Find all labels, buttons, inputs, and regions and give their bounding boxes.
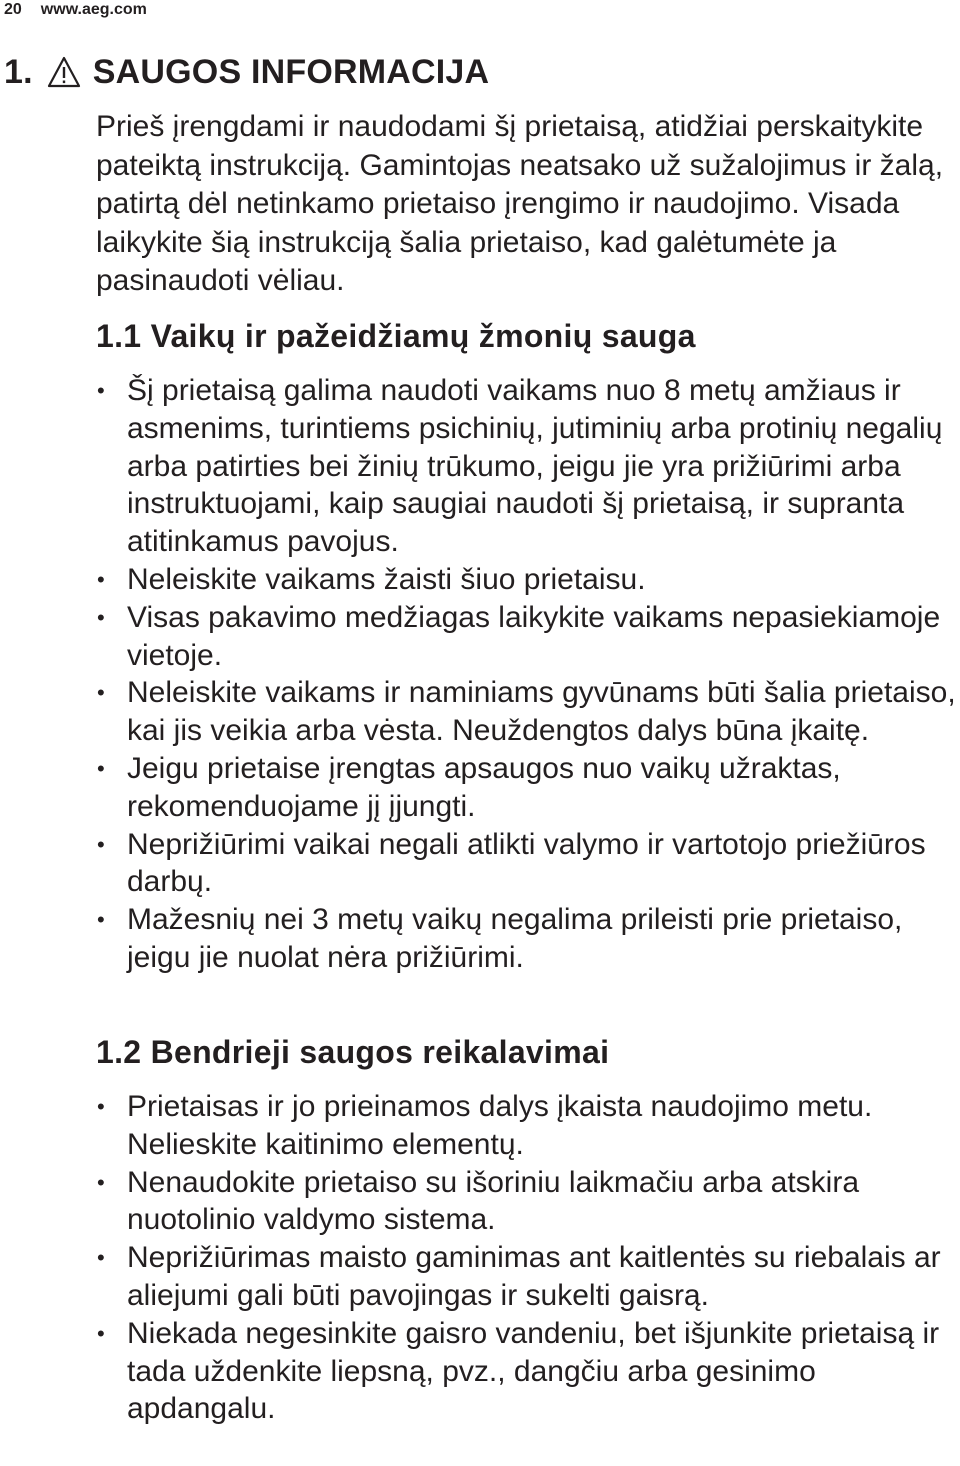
section-title	[4, 52, 489, 92]
subsection-title-general-safety: 1.2 Bendrieji saugos reikalavimai	[96, 1034, 610, 1070]
section-number: 1.	[4, 52, 33, 91]
list-item-text: Prietaisas ir jo prieinamos dalys įkaista naudojimo metu. Nelieskite kaitinimo elementų.	[127, 1090, 873, 1161]
list-item-text: Visas pakavimo medžiagas laikykite vaikams nepasiekiamoje vietoje.	[127, 600, 941, 672]
list-item-text: Neleiskite vaikams ir naminiams gyvūnams būti šalia prietaiso, kai jis veikia arba vėsta. Neuždengtos dalys būna įkaitę.	[127, 676, 956, 748]
bullet-icon: •	[97, 378, 105, 403]
list-item-text: Neprižiūrimas maisto gaminimas ant kaitlentės su riebalais ar aliejumi gali būti pavojingas ir sukelti gaisrą.	[127, 1241, 941, 1312]
list-item-text: Mažesnių nei 3 metų vaikų negalima prileisti prie prietaiso, jeigu jie nuolat nėra prižiūrimi.	[127, 903, 903, 974]
list-item-text: Neleiskite vaikams žaisti šiuo prietaisu.	[127, 562, 646, 596]
website-url: www.aeg.com	[40, 1, 147, 18]
child-safety-list	[96, 372, 960, 977]
list-item	[96, 1088, 960, 1164]
subsection-title-child-safety: 1.1 Vaikų ir pažeidžiamų žmonių sauga	[96, 318, 696, 354]
list-item	[96, 826, 960, 902]
list-item	[96, 1164, 960, 1240]
bullet-icon: •	[97, 566, 105, 592]
list-item	[96, 1239, 960, 1315]
list-item-text: Jeigu prietaise įrengtas apsaugos nuo vaikų užraktas, rekomenduojame jį įjungti.	[127, 751, 841, 823]
list-item	[96, 901, 960, 977]
list-item	[96, 1315, 960, 1428]
bullet-icon: •	[97, 1320, 105, 1346]
page-number: 20	[4, 1, 22, 18]
bullet-icon: •	[97, 1169, 105, 1195]
bullet-icon: •	[97, 680, 105, 706]
list-item	[96, 599, 960, 675]
list-item-text: Neprižiūrimi vaikai negali atlikti valymo ir vartotojo priežiūros darbų.	[127, 827, 926, 899]
bullet-icon: •	[97, 604, 105, 630]
list-item-text: Nenaudokite prietaiso su išoriniu laikmačiu arba atskira nuotolinio valdymo sistema.	[127, 1165, 860, 1237]
intro-paragraph	[96, 108, 956, 301]
warning-triangle-icon	[47, 56, 81, 88]
list-item-text: Niekada negesinkite gaisro vandeniu, bet išjunkite prietaisą ir tada uždenkite liepsną, pvz., dangčiu arba gesinimo apdangalu.	[127, 1316, 940, 1426]
bullet-icon: •	[97, 831, 105, 857]
bullet-icon: •	[97, 755, 105, 781]
list-item-text: Šį prietaisą galima naudoti vaikams nuo 8 metų amžiaus ir asmenims, turintiems psichinių, jutiminių arba protinių negalių arba patirties bei žinių trūkumo, jeigu jie yra prižiūrimi arba instruktuojami, kaip saugiai naudoti šį prietaisą, ir supranta atitinkamus pavojus.	[127, 374, 943, 559]
list-item	[96, 750, 960, 826]
bullet-icon: •	[97, 1245, 105, 1271]
bullet-icon: •	[97, 907, 105, 933]
list-item	[96, 561, 960, 599]
intro-text: Prieš įrengdami ir naudodami šį prietaisą, atidžiai perskaitykite pateiktą instrukciją. Gamintojas neatsako už sužalojimus ir žalą, patirtą dėl netinkamo prietaiso įrengimo ir naudojimo. Visada laikykite šią instrukciją šalia prietaiso, kad galėtumėte ja pasinaudoti vėliau.	[96, 110, 944, 297]
bullet-icon: •	[97, 1094, 105, 1119]
general-safety-list	[96, 1088, 960, 1428]
page-header	[4, 0, 147, 20]
list-item	[96, 372, 960, 561]
section-title-text: SAUGOS INFORMACIJA	[92, 52, 490, 91]
list-item	[96, 674, 960, 750]
